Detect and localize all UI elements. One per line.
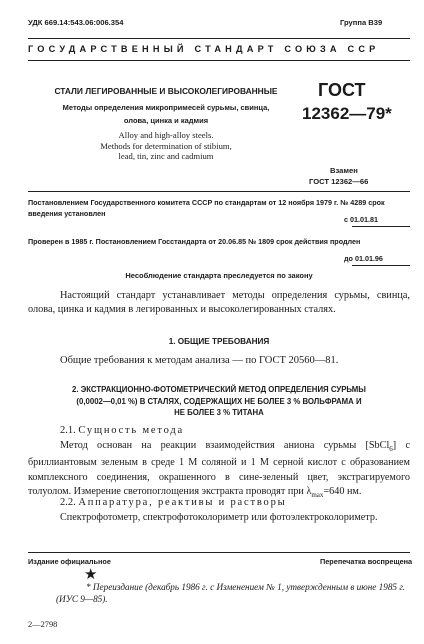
gost-label: ГОСТ [318,80,366,100]
extended-date: до 01.01.96 [344,254,383,263]
standard-banner: ГОСУДАРСТВЕННЫЙ СТАНДАРТ СОЮЗА ССР [28,44,380,54]
section1-heading: 1. ОБЩИЕ ТРЕБОВАНИЯ [168,337,270,346]
paragraph-title: Сущность метода [78,425,184,436]
intro-paragraph: Настоящий стандарт устанавливает методы определения сурьмы, свинца, олова, цинка и кадмия в легированных и высоколегированных сталях. [28,290,410,316]
section2-heading [28,384,410,419]
subtitle-line: Методы определения микропримесей сурьмы, свинца, [62,103,270,112]
body-text: ] с бриллиантовым зеленым в среде 1 М соляной и 1 М серной кислот с образованием комплексного соединения, окрашенного в сине-зеленый цвет, экстрагируемого толуолом. Измерение светопоглощения экстракта проводят при λ [28,440,410,497]
subscript: 6 [389,445,393,454]
english-title [40,130,292,162]
extended-date-underline [352,265,410,266]
paragraph-title: Аппаратура, реактивы и растворы [78,497,287,508]
section2-heading-line: 2. ЭКСТРАКЦИОННО-ФОТОМЕТРИЧЕСКИЙ МЕТОД ОПРЕДЕЛЕНИЯ СУРЬМЫ [72,385,366,394]
paragraph-2-1-body [28,439,410,502]
paragraph-2-1-heading [28,425,410,436]
reissue-note: * Переиздание (декабрь 1986 г. с Изменением № 1, утвержденным в июне 1985 г. (ИУС 9—85). [56,582,406,604]
intro-date-underline [352,226,410,227]
decree-rule [28,191,410,192]
document-subtitle [30,101,302,127]
subscript: max [311,490,324,499]
document-title: СТАЛИ ЛЕГИРОВАННЫЕ И ВЫСОКОЛЕГИРОВАННЫЕ [54,86,278,96]
top-rule [28,38,410,39]
replaces-number: ГОСТ 12362—66 [309,177,369,186]
intro-date: с 01.01.81 [344,215,378,224]
english-title-line: Methods for determination of stibium, [100,140,232,151]
paragraph-number: 2.2. [60,497,76,508]
decree-text: Постановлением Государственного комитета СССР по стандартам от 12 ноября 1979 г. № 4289 срок введения установлен [28,198,385,218]
paragraph-2-2-body: Спектрофотометр, спектрофотоколориметр или фотоэлектроколориметр. [60,512,378,523]
paragraph-number: 2.1. [60,425,76,436]
checked-text: Проверен в 1985 г. Постановлением Госстандарта от 20.06.85 № 1809 срок действия продлен [28,237,361,246]
star-icon: ★ [84,565,98,583]
subtitle-line: олова, цинка и кадмия [123,116,209,125]
section2-heading-line: НЕ БОЛЕЕ 3 % ТИТАНА [174,408,264,417]
body-text: =640 нм. [323,485,362,497]
gost-number: 12362—79* [302,104,392,123]
footer-rule [28,552,410,553]
group-code: Группа В39 [340,18,383,27]
violation-notice: Несоблюдение стандарта преследуется по закону [125,271,313,280]
section1-text: Общие требования к методам анализа — по ГОСТ 20560—81. [60,355,339,366]
paragraph-2-2-heading [28,497,410,508]
body-text: Метод основан на реакции взаимодействия аниона сурьмы [SbCl [60,440,390,451]
reprint-prohibited: Перепечатка воспрещена [320,557,413,566]
print-code: 2—2798 [28,620,58,629]
banner-rule [28,60,410,61]
replaces-label: Взамен [330,166,358,175]
official-edition: Издание официальное [28,557,111,566]
section2-heading-line: (0,0002—0,01 %) В СТАЛЯХ, СОДЕРЖАЩИХ НЕ БОЛЕЕ 3 % ВОЛЬФРАМА И [76,396,362,406]
udk-code: УДК 669.14:543.06:006.354 [28,18,124,27]
english-title-line: Alloy and high-alloy steels. [118,130,214,140]
english-title-line: lead, tin, zinc and cadmium [118,151,214,161]
